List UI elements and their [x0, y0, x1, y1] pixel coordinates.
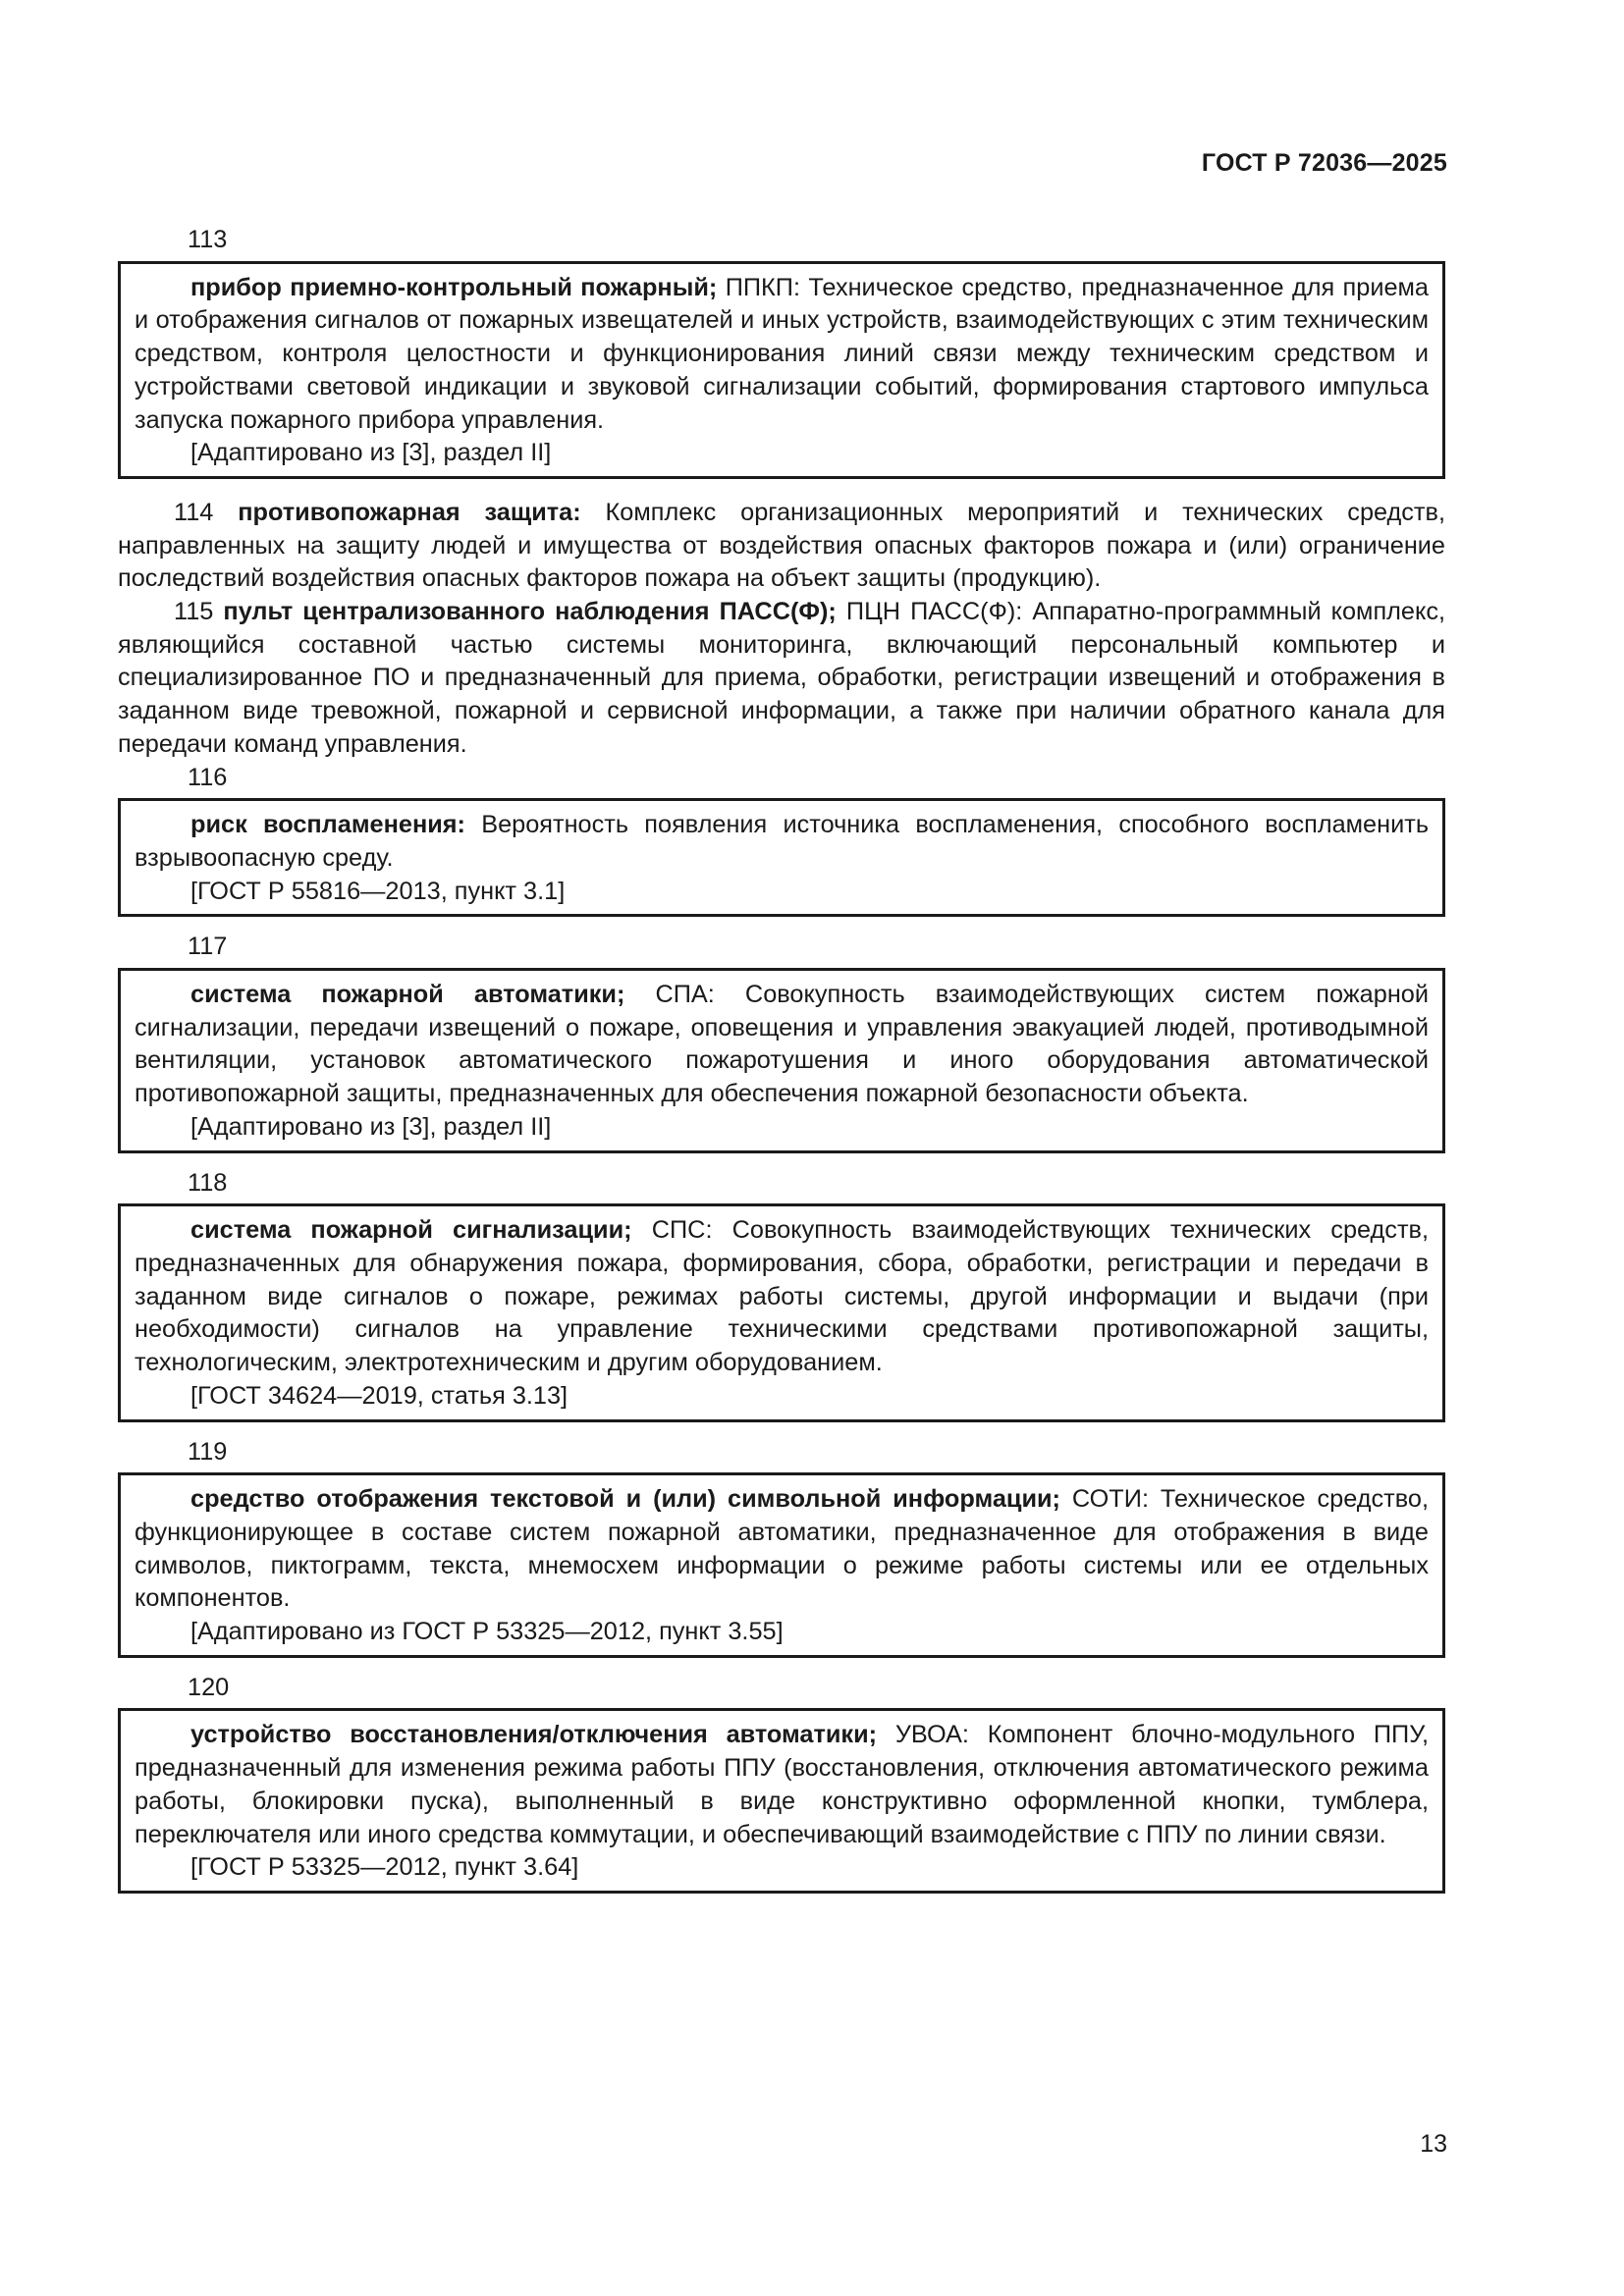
- term-definition: [118, 497, 1445, 596]
- definition-text: СПС: Совокупность взаимодействующих технических средств, предназначенных для обнаружения пожара, формирования, сбора, обработки, регистрации и передачи в заданном виде сигналов о пожаре, режимах работы системы, другой информации и выдачи (при необходимости) сигналов на управление техническими средствами противопожарной защиты, технологическим, электротехническим и другим оборудованием.: [135, 1216, 1429, 1377]
- term-name: устройство восстановления/отключения автоматики;: [190, 1721, 878, 1749]
- term-definition: [135, 1719, 1429, 1851]
- term-name: система пожарной сигнализации;: [190, 1216, 632, 1245]
- definition-text: ПЦН ПАСС(Ф): Аппаратно-программный комплекс, являющийся составной частью системы мониторинга, включающий персональный компьютер и специализированное ПО и предназначенный для приема, обработки, регистрации извещений и отображения в заданном виде тревожной, пожарной и сервисной информации, а также при наличии обратного канала для передачи команд управления.: [118, 598, 1446, 758]
- source-reference: [Адаптировано из [3], раздел II]: [190, 439, 552, 467]
- term-name: риск воспламенения:: [190, 811, 465, 839]
- term-name: прибор приемно-контрольный пожарный;: [190, 273, 718, 301]
- term-box: [118, 1472, 1445, 1658]
- source-reference: [ГОСТ 34624—2019, статья 3.13]: [190, 1381, 568, 1410]
- entry-number: 114: [174, 498, 214, 526]
- term-definition: [135, 979, 1429, 1111]
- entry-number: 115: [174, 598, 214, 626]
- source-reference: [Адаптировано из [3], раздел II]: [190, 1112, 552, 1141]
- term-name: пульт централизованного наблюдения ПАСС(Ф);: [223, 598, 837, 626]
- term-box: [118, 1708, 1445, 1894]
- document-code: ГОСТ Р 72036—2025: [1201, 149, 1447, 177]
- source-reference: [ГОСТ Р 55816—2013, пункт 3.1]: [190, 877, 566, 905]
- plain-entries: [118, 497, 1445, 762]
- entry-number: 119: [188, 1437, 228, 1466]
- term-definition: [118, 596, 1445, 762]
- page-number: 13: [1420, 2130, 1447, 2158]
- entry-number: 118: [188, 1168, 228, 1197]
- entry-number: 117: [188, 933, 228, 961]
- term-definition: [135, 1214, 1429, 1380]
- entry-number: 120: [188, 1673, 230, 1701]
- definition-text: СПА: Совокупность взаимодействующих систем пожарной сигнализации, передачи извещений о пожаре, оповещения и управления эвакуацией людей, противодымной вентиляции, установок автоматического пожаротушения и иного оборудования автоматической противопожарной защиты, предназначенных для обеспечения пожарной безопасности объекта.: [135, 981, 1429, 1108]
- term-definition: [135, 1483, 1429, 1616]
- entry-number: 113: [188, 226, 228, 253]
- entry-number: 116: [188, 763, 228, 791]
- definition-text: Комплекс организационных мероприятий и технических средств, направленных на защиту людей и имущества от воздействия опасных факторов пожара и (или) ограничение последствий воздействия опасных факторов пожара на объект защиты (продукцию).: [118, 498, 1445, 593]
- definition-text: СОТИ: Техническое средство, функционирующее в составе систем пожарной автоматики, предназначенное для отображения в виде символов, пиктограмм, текста, мнемосхем информации о режиме работы системы или ее отдельных компонентов.: [135, 1485, 1430, 1613]
- term-name: система пожарной автоматики;: [190, 981, 625, 1009]
- definition-text: Вероятность появления источника воспламенения, способного воспламенить взрывоопасную среду.: [135, 811, 1429, 872]
- source-reference: [ГОСТ Р 53325—2012, пункт 3.64]: [190, 1853, 579, 1882]
- term-definition: [135, 809, 1429, 875]
- term-box: [118, 1203, 1445, 1421]
- term-name: средство отображения текстовой и (или) символьной информации;: [190, 1485, 1060, 1514]
- term-box: [118, 798, 1445, 917]
- definition-text: УВОА: Компонент блочно-модульного ППУ, предназначенный для изменения режима работы ППУ (восстановления, отключения автоматического режима работы, блокировки пуска), выполненный в виде конструктивно оформленной кнопки, тумблера, переключателя или иного средства коммутации, и обеспечивающий взаимодействие с ППУ по линии связи.: [135, 1721, 1429, 1848]
- source-reference: [Адаптировано из ГОСТ Р 53325—2012, пункт 3.55]: [190, 1618, 784, 1646]
- document-body: [118, 224, 1445, 1894]
- term-box: [118, 968, 1445, 1153]
- definition-text: ППКП: Техническое средство, предназначенное для приема и отображения сигналов от пожарных извещателей и иных устройств, взаимодействующих с этим техническим средством, контроля целостности и функционирования линий связи между техническим средством и устройствами световой индикации и звуковой сигнализации событий, формирования стартового импульса запуска пожарного прибора управления.: [135, 273, 1429, 434]
- term-definition: [135, 272, 1429, 438]
- term-box: [118, 261, 1445, 479]
- term-name: противопожарная защита:: [238, 498, 581, 526]
